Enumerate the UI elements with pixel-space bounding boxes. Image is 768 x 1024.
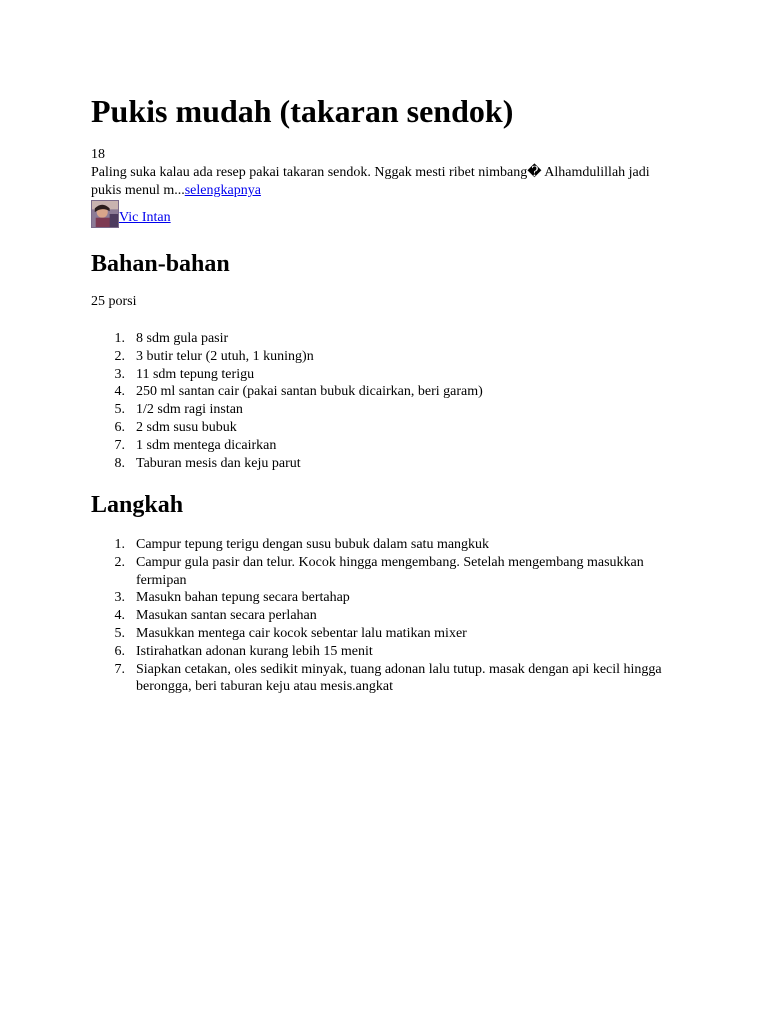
author-link[interactable]: Vic Intan	[119, 210, 171, 225]
step-item: Masukkan mentega cair kocok sebentar lalu matikan mixer	[136, 625, 467, 641]
ingredient-item: 3 butir telur (2 utuh, 1 kuning)n	[136, 348, 314, 364]
recipe-description	[91, 164, 681, 200]
step-item: Campur tepung terigu dengan susu bubuk dalam satu mangkuk	[136, 537, 490, 552]
ingredient-item: Taburan mesis dan keju parut	[136, 455, 301, 471]
ingredients-list	[91, 330, 691, 472]
steps-heading: Langkah	[91, 492, 184, 518]
step-item: Masukan santan secara perlahan	[136, 608, 317, 624]
ingredient-item: 2 sdm susu bubuk	[136, 419, 237, 435]
author-block	[91, 198, 171, 228]
steps-list	[91, 536, 666, 696]
likes-count: 18	[91, 147, 105, 162]
step-item: Siapkan cetakan, oles sedikit minyak, tuang adonan lalu tutup. masak dengan api kecil hingga berongga, beri taburan keju atau mesis.angkat	[136, 661, 662, 695]
ingredient-item: 1 sdm mentega dicairkan	[136, 437, 277, 453]
servings-text: 25 porsi	[91, 294, 137, 309]
step-item: Campur gula pasir dan telur. Kocok hingga mengembang. Setelah mengembang masukkan fermipan	[136, 554, 644, 588]
description-text: Paling suka kalau ada resep pakai takaran sendok. Nggak mesti ribet nimbang� Alhamdulillah jadi pukis menul m...	[91, 165, 650, 198]
read-more-link[interactable]: selengkapnya	[184, 183, 261, 198]
ingredient-item: 1/2 sdm ragi instan	[136, 402, 243, 418]
step-item: Masukn bahan tepung secara bertahap	[136, 590, 350, 606]
ingredient-item: 11 sdm tepung terigu	[136, 366, 255, 382]
ingredient-item: 8 sdm gula pasir	[136, 331, 229, 346]
ingredients-heading: Bahan-bahan	[91, 251, 230, 277]
step-item: Istirahatkan adonan kurang lebih 15 menit	[136, 643, 373, 659]
author-avatar[interactable]	[91, 200, 119, 228]
ingredient-item: 250 ml santan cair (pakai santan bubuk dicairkan, beri garam)	[136, 384, 483, 400]
recipe-title: Pukis mudah (takaran sendok)	[91, 93, 514, 129]
